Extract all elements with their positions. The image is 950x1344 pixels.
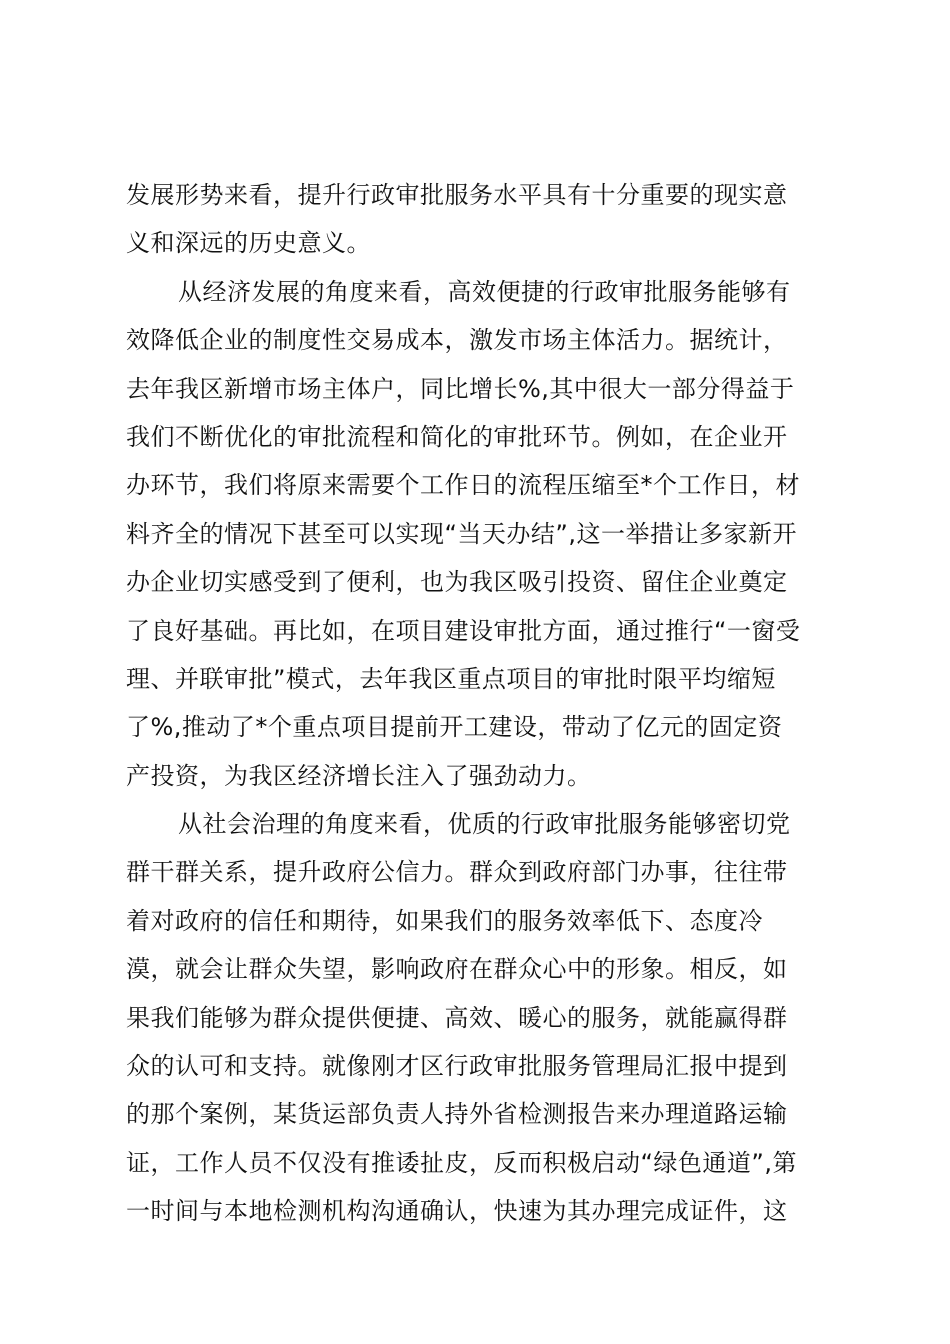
text-line: 办企业切实感受到了便利，也为我区吸引投资、留住企业奠定 <box>126 568 788 597</box>
text-line: 义和深远的历史意义。 <box>126 229 371 258</box>
paragraph-start-line: 从社会治理的角度来看，优质的行政审批服务能够密切党 <box>178 810 791 839</box>
text-line: 证，工作人员不仅没有推诿扯皮，反而积极启动“绿色通道”,第 <box>126 1148 797 1177</box>
text-line: 了良好基础。再比如，在项目建设审批方面，通过推行“一窗受 <box>126 616 801 645</box>
text-line: 一时间与本地检测机构沟通确认，快速为其办理完成证件，这 <box>126 1197 788 1226</box>
text-line: 着对政府的信任和期待，如果我们的服务效率低下、态度冷 <box>126 906 763 935</box>
text-line: 漠，就会让群众失望，影响政府在群众心中的形象。相反，如 <box>126 955 788 984</box>
text-line: 了%,推动了*个重点项目提前开工建设，带动了亿元的固定资 <box>126 713 783 742</box>
text-line: 办环节，我们将原来需要个工作日的流程压缩至*个工作日，材 <box>126 471 800 500</box>
text-line: 群干群关系，提升政府公信力。群众到政府部门办事，往往带 <box>126 858 788 887</box>
text-line: 产投资，为我区经济增长注入了强劲动力。 <box>126 761 592 790</box>
text-line: 果我们能够为群众提供便捷、高效、暖心的服务，就能赢得群 <box>126 1003 788 1032</box>
text-line: 我们不断优化的审批流程和简化的审批环节。例如，在企业开 <box>126 422 788 451</box>
text-line: 效降低企业的制度性交易成本，激发市场主体活力。据统计， <box>126 326 788 355</box>
text-line: 去年我区新增市场主体户，同比增长%,其中很大一部分得益于 <box>126 374 795 403</box>
paragraph-start-line: 从经济发展的角度来看，高效便捷的行政审批服务能够有 <box>178 277 791 306</box>
text-line: 理、并联审批”模式，去年我区重点项目的审批时限平均缩短 <box>126 664 776 693</box>
text-line: 料齐全的情况下甚至可以实现“当天办结”,这一举措让多家新开 <box>126 519 797 548</box>
text-line: 众的认可和支持。就像刚才区行政审批服务管理局汇报中提到 <box>126 1052 788 1081</box>
body-text <box>126 171 826 1236</box>
text-line: 发展形势来看，提升行政审批服务水平具有十分重要的现实意 <box>126 181 788 209</box>
text-line: 的那个案例，某货运部负责人持外省检测报告来办理道路运输 <box>126 1100 788 1129</box>
